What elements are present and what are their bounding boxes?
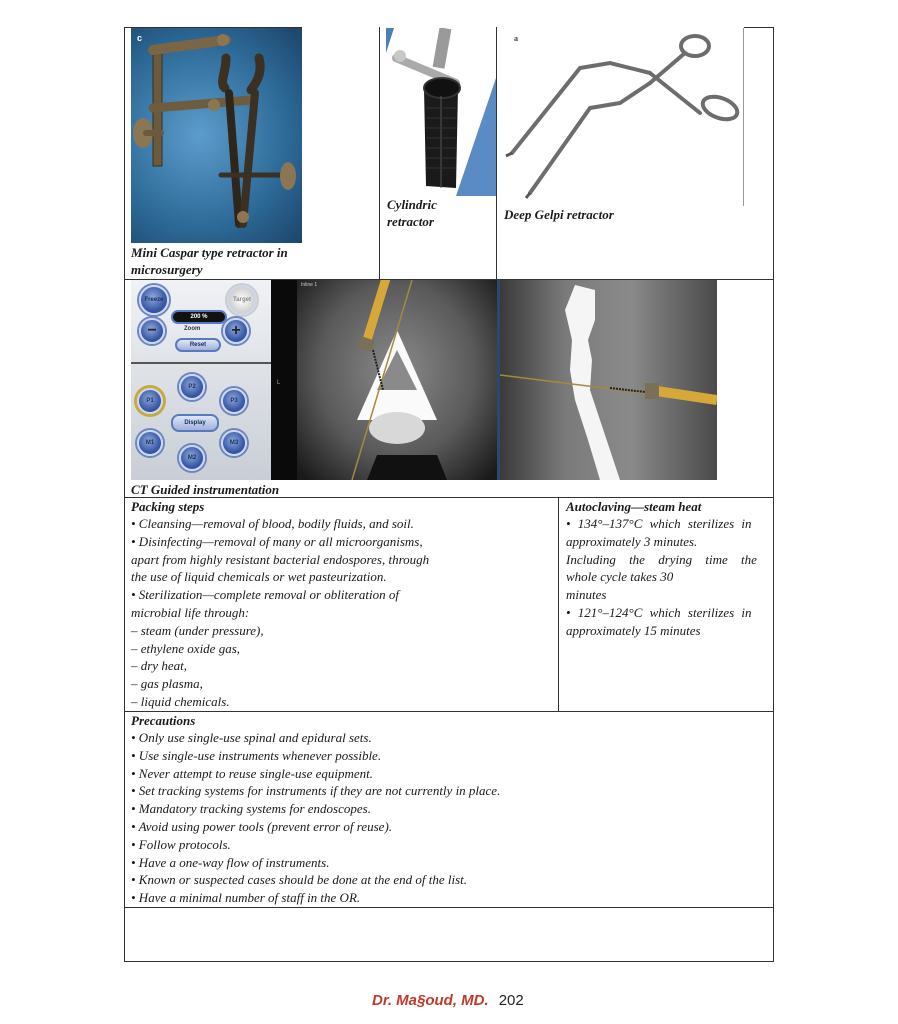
caption-line: microsurgery (131, 262, 203, 277)
gelpi-retractor-image (500, 28, 744, 206)
precautions-title: Precautions (131, 713, 196, 728)
packing-line: – ethylene oxide gas, (131, 640, 241, 656)
author-name: Dr. Ma§oud, MD. (372, 992, 489, 1009)
rule (124, 279, 125, 962)
packing-steps-list (131, 515, 551, 711)
ct-caption: CT Guided instrumentation (131, 482, 280, 497)
precaution-item: • Follow protocols. (131, 836, 231, 852)
caption-line: retractor (387, 214, 434, 229)
packing-line: – liquid chemicals. (131, 693, 230, 709)
caption-line: Cylindric (387, 197, 437, 212)
autoclaving-title: Autoclaving—steam heat (566, 499, 702, 514)
precaution-item: • Mandatory tracking systems for endoscopes. (131, 801, 371, 817)
precaution-item: • Never attempt to reuse single-use equipment. (131, 765, 373, 781)
rule (124, 961, 774, 962)
caption-line: Mini Caspar type retractor in (131, 245, 288, 260)
packing-line: • Sterilization—complete removal or obliteration of (131, 587, 400, 603)
page-footer (372, 992, 524, 1010)
target-button[interactable]: Target (227, 285, 257, 315)
zoom-value-display: 200 % (171, 310, 227, 324)
ct-sagittal-view (500, 280, 717, 480)
gelpi-caption: Deep Gelpi retractor (504, 207, 614, 222)
rule (744, 27, 774, 28)
navigation-control-panel (131, 280, 271, 480)
ct-axial-view (297, 280, 497, 480)
display-button[interactable]: Display (171, 414, 219, 432)
m3-button[interactable]: M3 (221, 430, 247, 456)
autoclaving-line: • 121°–124°C which sterilizes in (566, 604, 752, 620)
zoom-label: Zoom (184, 326, 201, 332)
packing-line: • Disinfecting—removal of many or all microorganisms, (131, 533, 423, 549)
cylindric-caption (387, 196, 437, 230)
viewer-sidebar (271, 280, 297, 480)
precaution-item: • Set tracking systems for instruments if they are not currently in place. (131, 783, 501, 799)
caspar-caption (131, 244, 288, 278)
packing-line: – gas plasma, (131, 676, 203, 692)
p2-button[interactable]: P2 (179, 374, 205, 400)
packing-line: the use of liquid chemicals or wet pasteurization. (131, 569, 387, 585)
viewer-label: Inline 1 (301, 282, 318, 288)
packing-steps-title: Packing steps (131, 499, 205, 514)
precaution-item: • Avoid using power tools (prevent error of reuse). (131, 818, 393, 834)
packing-steps-section (131, 498, 551, 711)
autoclaving-line: • 134°–137°C which sterilizes in (566, 516, 752, 531)
m1-button[interactable]: M1 (137, 430, 163, 456)
precautions-section (131, 712, 761, 907)
autoclaving-section (566, 498, 766, 640)
rule (558, 497, 559, 711)
m2-button[interactable]: M2 (179, 445, 205, 471)
zoom-in-button[interactable]: + (223, 318, 249, 344)
precaution-item: • Have a minimal number of staff in the OR. (131, 890, 361, 906)
rule (496, 27, 497, 280)
precaution-item: • Known or suspected cases should be done at the end of the list. (131, 872, 468, 888)
autoclaving-line: minutes (566, 587, 607, 603)
freeze-button[interactable]: Freeze (139, 285, 169, 315)
side-marker: L (277, 380, 281, 386)
figure-label: a (514, 34, 518, 43)
precaution-item: • Only use single-use spinal and epidural sets. (131, 730, 372, 745)
image-edge (743, 28, 744, 206)
rule (124, 27, 125, 280)
gelpi-retractor-illustration (500, 28, 744, 206)
packing-line: • Cleansing—removal of blood, bodily fluids, and soil. (131, 516, 414, 531)
p1-button[interactable]: P1 (137, 388, 163, 414)
page-number: 202 (498, 992, 524, 1009)
rule (773, 27, 774, 962)
precautions-list (131, 729, 761, 907)
precaution-item: • Use single-use instruments whenever possible. (131, 747, 382, 763)
figure-label: c (137, 33, 143, 43)
autoclaving-line: approximately 15 minutes (566, 622, 701, 638)
rule (379, 27, 380, 280)
caspar-retractor-illustration (131, 28, 302, 243)
axial-scan-illustration (297, 280, 497, 480)
reset-button[interactable]: Reset (175, 338, 221, 352)
cylindric-retractor-illustration (386, 28, 496, 196)
autoclaving-list (566, 515, 766, 640)
caspar-retractor-image (131, 28, 302, 243)
packing-line: apart from highly resistant bacterial endospores, through (131, 551, 430, 567)
packing-line: – dry heat, (131, 658, 187, 674)
autoclaving-line: Including the drying time the (566, 551, 757, 567)
packing-line: microbial life through: (131, 604, 250, 620)
rule (124, 907, 774, 908)
p3-button[interactable]: P3 (221, 388, 247, 414)
panel-divider (131, 362, 271, 364)
sagittal-scan-illustration (500, 280, 717, 480)
autoclaving-line: approximately 3 minutes. (566, 533, 698, 549)
packing-line: – steam (under pressure), (131, 622, 264, 638)
autoclaving-line: whole cycle takes 30 (566, 569, 674, 585)
precaution-item: • Have a one-way flow of instruments. (131, 854, 330, 870)
zoom-out-button[interactable]: − (139, 318, 165, 344)
cylindric-retractor-image (386, 28, 496, 196)
